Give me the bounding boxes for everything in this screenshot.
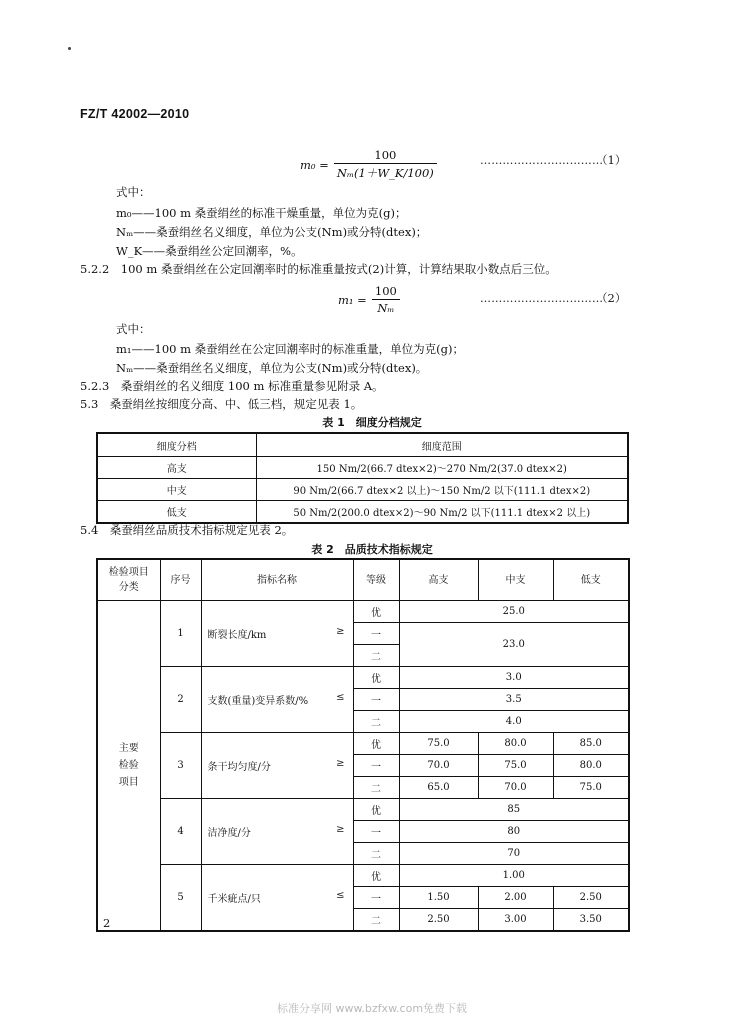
table-2-header-high: 高支: [399, 559, 478, 601]
value-cell: 70.0: [399, 755, 478, 777]
item-no: 1: [160, 601, 201, 667]
clause-5-4: 5.4 桑蚕绢丝品质技术指标规定见表 2。: [80, 523, 294, 537]
formula-1-numerator: 100: [334, 148, 437, 164]
grade-cell: 一: [353, 689, 399, 711]
formula-2-fraction: [372, 284, 400, 315]
table-1-header-row: [97, 433, 628, 457]
table-row: [97, 799, 629, 821]
table-row: [97, 667, 629, 689]
value-cell: 25.0: [399, 601, 629, 623]
table-2-header-grade: 等级: [353, 559, 399, 601]
table-row: [97, 601, 629, 623]
formula-1-fraction: [334, 148, 437, 181]
formula-1-tag: （1）: [596, 153, 627, 167]
item-name: 条干均匀度/分: [207, 762, 271, 773]
grade-cell: 优: [353, 601, 399, 623]
item-name-cell: [201, 733, 353, 799]
table-1-caption: 表 1 细度分档规定: [322, 416, 422, 429]
grade-cell: 优: [353, 667, 399, 689]
value-cell: 2.50: [399, 909, 478, 932]
value-cell: 4.0: [399, 711, 629, 733]
value-cell: 23.0: [399, 623, 629, 667]
clause-5-3: 5.3 桑蚕绢丝按细度分高、中、低三档，规定见表 1。: [80, 397, 363, 411]
item-name-cell: [201, 799, 353, 865]
table-1-cell: 150 Nm/2(66.7 dtex×2)～270 Nm/2(37.0 dtex×2): [256, 457, 628, 479]
clause-5-2-2: 5.2.2 100 m 桑蚕绢丝在公定回潮率时的标准重量按式(2)计算，计算结果取小数点后三位。: [80, 262, 557, 276]
formula-2-lhs: m₁ =: [338, 293, 367, 307]
value-cell: 80.0: [553, 755, 629, 777]
item-no: 5: [160, 865, 201, 932]
item-name: 支数(重量)变异系数/%: [207, 696, 309, 707]
value-cell: 2.50: [553, 887, 629, 909]
table-row: [97, 479, 628, 501]
grade-cell: 一: [353, 755, 399, 777]
formula-2-denominator: Nₘ: [377, 301, 395, 315]
comparison-sign: ≥: [336, 824, 345, 835]
grade-cell: 优: [353, 865, 399, 887]
table-2-header-low: 低支: [553, 559, 629, 601]
grade-cell: 优: [353, 733, 399, 755]
value-cell: 3.50: [553, 909, 629, 932]
value-cell: 80.0: [478, 733, 553, 755]
where-1-line-1: m₀——100 m 桑蚕绢丝的标准干燥重量，单位为克(g)；: [116, 206, 407, 220]
comparison-sign: ≥: [336, 626, 345, 637]
formula-2-numerator: 100: [372, 284, 400, 300]
value-cell: 1.00: [399, 865, 629, 887]
standard-number: FZ/T 42002—2010: [80, 107, 190, 121]
value-cell: 3.5: [399, 689, 629, 711]
value-cell: 70: [399, 843, 629, 865]
header-category-line-1: 检验项目: [108, 567, 149, 578]
table-1: [96, 432, 629, 524]
watermark: 标准分享网 www.bzfxw.com免费下载: [276, 1002, 468, 1015]
value-cell: 1.50: [399, 887, 478, 909]
table-row: [97, 865, 629, 887]
item-name: 洁净度/分: [207, 828, 251, 839]
table-row: [97, 501, 628, 524]
formula-1: [300, 148, 437, 181]
item-name-cell: [201, 865, 353, 932]
table-1-cell: 高支: [97, 457, 256, 479]
value-cell: 75.0: [553, 777, 629, 799]
grade-cell: 一: [353, 623, 399, 645]
formula-2: [338, 284, 400, 315]
grade-cell: 一: [353, 821, 399, 843]
where-label-2: 式中：: [116, 322, 151, 336]
table-1-header-range: 细度范围: [256, 433, 628, 457]
grade-cell: 一: [353, 887, 399, 909]
table-row: [97, 733, 629, 755]
value-cell: 75.0: [399, 733, 478, 755]
value-cell: 65.0: [399, 777, 478, 799]
table-1-cell: 中支: [97, 479, 256, 501]
table-2-header-name: 指标名称: [201, 559, 353, 601]
comparison-sign: ≤: [336, 890, 345, 901]
grade-cell: 优: [353, 799, 399, 821]
table-1-cell: 50 Nm/2(200.0 dtex×2)～90 Nm/2 以下(111.1 dtex×2 以上): [256, 501, 628, 524]
table-2-header-mid: 中支: [478, 559, 553, 601]
table-1-cell: 低支: [97, 501, 256, 524]
grade-cell: 二: [353, 909, 399, 932]
value-cell: 3.00: [478, 909, 553, 932]
grade-cell: 二: [353, 645, 399, 667]
header-category-line-2: 分类: [118, 582, 139, 593]
item-name-cell: [201, 601, 353, 667]
table-1-cell: 90 Nm/2(66.7 dtex×2 以上)～150 Nm/2 以下(111.1 dtex×2): [256, 479, 628, 501]
category-line-3: 项目: [118, 777, 139, 788]
formula-1-lhs: m₀ =: [300, 158, 329, 172]
where-1-line-2: Nₘ——桑蚕绢丝名义细度，单位为公支(Nm)或分特(dtex)；: [116, 225, 428, 239]
formula-2-dots: ……………………………: [480, 292, 604, 305]
category-cell: [97, 601, 160, 932]
category-line-1: 主要: [118, 743, 139, 754]
formula-2-tag: （2）: [596, 291, 627, 305]
table-1-header-grade: 细度分档: [97, 433, 256, 457]
value-cell: 80: [399, 821, 629, 843]
comparison-sign: ≥: [336, 758, 345, 769]
grade-cell: 二: [353, 843, 399, 865]
category-line-2: 检验: [118, 760, 139, 771]
comparison-sign: ≤: [336, 692, 345, 703]
item-no: 4: [160, 799, 201, 865]
where-2-line-1: m₁——100 m 桑蚕绢丝在公定回潮率时的标准重量，单位为克(g)；: [116, 342, 465, 356]
where-label-1: 式中：: [116, 185, 151, 199]
page-number: 2: [103, 916, 111, 930]
value-cell: 85.0: [553, 733, 629, 755]
formula-1-denominator: Nₘ(1＋W_K/100): [336, 166, 434, 180]
grade-cell: 二: [353, 777, 399, 799]
item-name: 断裂长度/km: [207, 630, 267, 641]
formula-1-dots: ……………………………: [480, 154, 604, 167]
where-1-line-3: W_K——桑蚕绢丝公定回潮率，%。: [116, 244, 303, 258]
item-no: 3: [160, 733, 201, 799]
table-2-header-no: 序号: [160, 559, 201, 601]
value-cell: 85: [399, 799, 629, 821]
value-cell: 2.00: [478, 887, 553, 909]
table-2-caption: 表 2 品质技术指标规定: [311, 543, 433, 556]
value-cell: 75.0: [478, 755, 553, 777]
table-row: [97, 457, 628, 479]
where-2-line-2: Nₘ——桑蚕绢丝名义细度，单位为公支(Nm)或分特(dtex)。: [116, 361, 428, 375]
item-no: 2: [160, 667, 201, 733]
value-cell: 3.0: [399, 667, 629, 689]
grade-cell: 二: [353, 711, 399, 733]
table-2-header-category: [97, 559, 160, 601]
item-name-cell: [201, 667, 353, 733]
table-2: [96, 558, 630, 932]
scan-speck: [68, 47, 71, 50]
item-name: 千米疵点/只: [207, 894, 261, 905]
value-cell: 70.0: [478, 777, 553, 799]
table-2-header-row: [97, 559, 629, 601]
clause-5-2-3: 5.2.3 桑蚕绢丝的名义细度 100 m 标准重量参见附录 A。: [80, 379, 384, 393]
